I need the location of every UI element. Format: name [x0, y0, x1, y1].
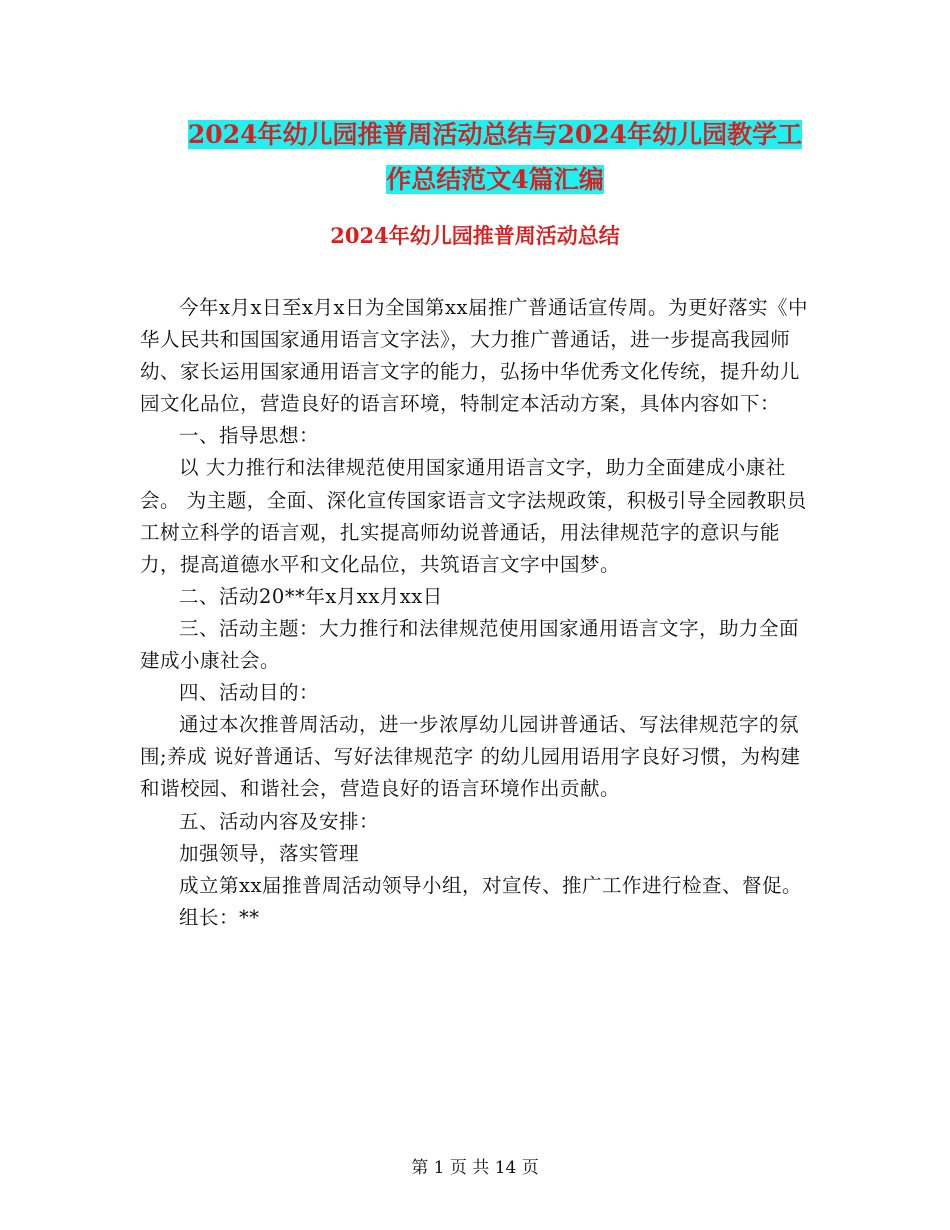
document-title-line-1: 2024年幼儿园推普周活动总结与2024年幼儿园教学工 [187, 120, 803, 149]
section-title: 2024年幼儿园推普周活动总结 [330, 223, 620, 248]
paragraph-heading-content: 五、活动内容及安排： [179, 809, 380, 833]
paragraph-guiding-thought: 以 大力推行和法律规范使用国家通用语言文字，助力全面建成小康社会。 为主题，全面、深化宣传国家语言文字法规政策，积极引导全园教职员工树立科学的语言观，扎实提高师幼说普通话，用法律规范字的意识与能力，提高道德水平和文化品位，共筑语言文字中国梦。 [140, 456, 807, 576]
paragraph-activity-date: 二、活动20**年x月xx月xx日 [179, 584, 443, 608]
paragraph-leading-group: 成立第xx届推普周活动领导小组，对宣传、推广工作进行检查、督促。 [179, 873, 802, 897]
paragraph-purpose: 通过本次推普周活动，进一步浓厚幼儿园讲普通话、写法律规范字的氛围;养成 说好普通话、写好法律规范字 的幼儿园用语用字良好习惯，为构建和谐校园、和谐社会，营造良好的语言环境作出贡献。 [140, 713, 801, 801]
paragraph-intro: 今年x月x日至x月x日为全国第xx届推广普通话宣传周。为更好落实《中华人民共和国国家通用语言文字法》，大力推广普通话，进一步提高我园师幼、家长运用国家通用语言文字的能力，弘扬中华优秀文化传统，提升幼儿园文化品位，营造良好的语言环境，特制定本活动方案，具体内容如下： [140, 296, 808, 416]
document-title-line-2: 作总结范文4篇汇编 [386, 165, 604, 194]
page-footer: 第 1 页 共 14 页 [411, 1158, 539, 1178]
paragraph-leadership: 加强领导，落实管理 [179, 841, 360, 865]
document-title [120, 112, 870, 202]
paragraph-group-leader: 组长：** [179, 905, 260, 929]
paragraph-heading-purpose: 四、活动目的： [179, 681, 320, 705]
paragraph-activity-theme: 三、活动主题：大力推行和法律规范使用国家通用语言文字，助力全面建成小康社会。 [140, 616, 800, 673]
paragraph-heading-guiding-thought: 一、指导思想： [179, 424, 320, 448]
document-body [140, 292, 810, 934]
